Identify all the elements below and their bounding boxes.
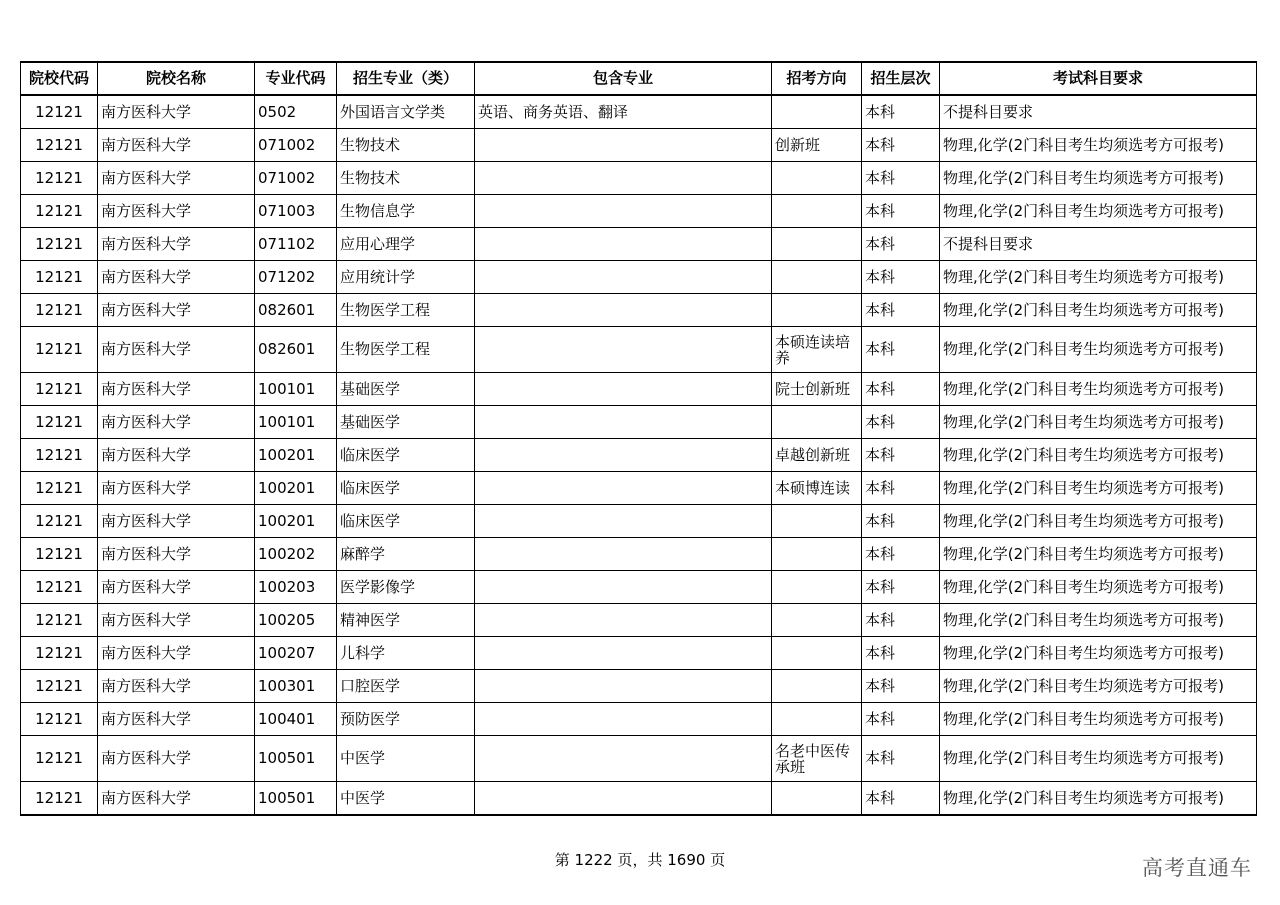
cell-included-majors xyxy=(475,228,772,261)
cell-direction xyxy=(772,228,862,261)
table-row xyxy=(21,439,1257,472)
cell-included-majors xyxy=(475,327,772,373)
cell-level: 本科 xyxy=(862,604,940,637)
cell-direction: 卓越创新班 xyxy=(772,439,862,472)
header-subject-requirement: 考试科目要求 xyxy=(940,62,1257,95)
cell-included-majors xyxy=(475,373,772,406)
cell-direction xyxy=(772,406,862,439)
cell-major-code: 071102 xyxy=(255,228,337,261)
table-row xyxy=(21,261,1257,294)
cell-level: 本科 xyxy=(862,670,940,703)
cell-school-name: 南方医科大学 xyxy=(98,472,255,505)
cell-major: 应用统计学 xyxy=(337,261,475,294)
cell-included-majors xyxy=(475,162,772,195)
cell-major-code: 100101 xyxy=(255,406,337,439)
cell-subject-requirement: 物理,化学(2门科目考生均须选考方可报考) xyxy=(940,637,1257,670)
cell-direction xyxy=(772,195,862,228)
cell-subject-requirement: 物理,化学(2门科目考生均须选考方可报考) xyxy=(940,162,1257,195)
cell-major-code: 100101 xyxy=(255,373,337,406)
cell-level: 本科 xyxy=(862,95,940,129)
cell-subject-requirement: 物理,化学(2门科目考生均须选考方可报考) xyxy=(940,505,1257,538)
cell-level: 本科 xyxy=(862,703,940,736)
cell-included-majors xyxy=(475,782,772,816)
cell-included-majors: 英语、商务英语、翻译 xyxy=(475,95,772,129)
cell-school-name: 南方医科大学 xyxy=(98,294,255,327)
cell-school-name: 南方医科大学 xyxy=(98,505,255,538)
cell-school-name: 南方医科大学 xyxy=(98,406,255,439)
cell-level: 本科 xyxy=(862,571,940,604)
cell-major-code: 100201 xyxy=(255,472,337,505)
cell-school-code: 12121 xyxy=(21,195,98,228)
table-row xyxy=(21,228,1257,261)
cell-subject-requirement: 物理,化学(2门科目考生均须选考方可报考) xyxy=(940,406,1257,439)
cell-major: 中医学 xyxy=(337,736,475,782)
cell-school-code: 12121 xyxy=(21,95,98,129)
header-included-majors: 包含专业 xyxy=(475,62,772,95)
cell-major-code: 071202 xyxy=(255,261,337,294)
cell-direction: 院士创新班 xyxy=(772,373,862,406)
cell-level: 本科 xyxy=(862,538,940,571)
cell-school-code: 12121 xyxy=(21,736,98,782)
table-row xyxy=(21,373,1257,406)
cell-major-code: 100401 xyxy=(255,703,337,736)
cell-included-majors xyxy=(475,703,772,736)
cell-included-majors xyxy=(475,439,772,472)
cell-direction xyxy=(772,782,862,816)
cell-included-majors xyxy=(475,406,772,439)
table-row xyxy=(21,637,1257,670)
cell-major-code: 100301 xyxy=(255,670,337,703)
cell-school-name: 南方医科大学 xyxy=(98,604,255,637)
cell-direction xyxy=(772,538,862,571)
cell-major: 基础医学 xyxy=(337,406,475,439)
cell-direction xyxy=(772,604,862,637)
cell-level: 本科 xyxy=(862,472,940,505)
table-row xyxy=(21,406,1257,439)
cell-major: 预防医学 xyxy=(337,703,475,736)
cell-school-code: 12121 xyxy=(21,373,98,406)
cell-major: 儿科学 xyxy=(337,637,475,670)
cell-major-code: 082601 xyxy=(255,327,337,373)
header-major: 招生专业（类） xyxy=(337,62,475,95)
cell-major-code: 100201 xyxy=(255,439,337,472)
cell-level: 本科 xyxy=(862,637,940,670)
table-body xyxy=(21,95,1257,815)
table-row xyxy=(21,505,1257,538)
cell-level: 本科 xyxy=(862,228,940,261)
cell-level: 本科 xyxy=(862,195,940,228)
cell-major-code: 071002 xyxy=(255,129,337,162)
header-school-code: 院校代码 xyxy=(21,62,98,95)
cell-level: 本科 xyxy=(862,261,940,294)
table-row xyxy=(21,538,1257,571)
cell-major: 生物技术 xyxy=(337,129,475,162)
cell-subject-requirement: 物理,化学(2门科目考生均须选考方可报考) xyxy=(940,327,1257,373)
cell-school-name: 南方医科大学 xyxy=(98,439,255,472)
cell-school-name: 南方医科大学 xyxy=(98,261,255,294)
cell-major-code: 071002 xyxy=(255,162,337,195)
cell-school-name: 南方医科大学 xyxy=(98,162,255,195)
cell-school-code: 12121 xyxy=(21,505,98,538)
cell-school-code: 12121 xyxy=(21,162,98,195)
cell-school-code: 12121 xyxy=(21,439,98,472)
cell-direction xyxy=(772,571,862,604)
header-major-code: 专业代码 xyxy=(255,62,337,95)
table-row xyxy=(21,736,1257,782)
cell-major-code: 100205 xyxy=(255,604,337,637)
cell-level: 本科 xyxy=(862,505,940,538)
cell-level: 本科 xyxy=(862,294,940,327)
cell-subject-requirement: 物理,化学(2门科目考生均须选考方可报考) xyxy=(940,439,1257,472)
cell-school-name: 南方医科大学 xyxy=(98,637,255,670)
cell-subject-requirement: 物理,化学(2门科目考生均须选考方可报考) xyxy=(940,294,1257,327)
cell-direction: 创新班 xyxy=(772,129,862,162)
cell-school-code: 12121 xyxy=(21,261,98,294)
cell-subject-requirement: 物理,化学(2门科目考生均须选考方可报考) xyxy=(940,538,1257,571)
cell-included-majors xyxy=(475,670,772,703)
cell-direction xyxy=(772,637,862,670)
cell-direction xyxy=(772,670,862,703)
cell-direction xyxy=(772,95,862,129)
cell-school-code: 12121 xyxy=(21,670,98,703)
cell-direction xyxy=(772,261,862,294)
cell-level: 本科 xyxy=(862,373,940,406)
cell-school-code: 12121 xyxy=(21,406,98,439)
cell-subject-requirement: 物理,化学(2门科目考生均须选考方可报考) xyxy=(940,604,1257,637)
cell-major-code: 0502 xyxy=(255,95,337,129)
cell-major-code: 100207 xyxy=(255,637,337,670)
cell-direction xyxy=(772,703,862,736)
cell-school-code: 12121 xyxy=(21,228,98,261)
cell-major: 临床医学 xyxy=(337,505,475,538)
cell-school-code: 12121 xyxy=(21,129,98,162)
cell-major-code: 071003 xyxy=(255,195,337,228)
header-direction: 招考方向 xyxy=(772,62,862,95)
table-row xyxy=(21,162,1257,195)
cell-school-name: 南方医科大学 xyxy=(98,373,255,406)
cell-school-code: 12121 xyxy=(21,571,98,604)
cell-major: 基础医学 xyxy=(337,373,475,406)
cell-included-majors xyxy=(475,505,772,538)
cell-school-code: 12121 xyxy=(21,604,98,637)
cell-included-majors xyxy=(475,538,772,571)
cell-included-majors xyxy=(475,736,772,782)
cell-subject-requirement: 物理,化学(2门科目考生均须选考方可报考) xyxy=(940,703,1257,736)
cell-school-name: 南方医科大学 xyxy=(98,129,255,162)
table-row xyxy=(21,782,1257,816)
cell-school-name: 南方医科大学 xyxy=(98,195,255,228)
header-row xyxy=(21,62,1257,95)
cell-school-code: 12121 xyxy=(21,703,98,736)
cell-subject-requirement: 物理,化学(2门科目考生均须选考方可报考) xyxy=(940,736,1257,782)
table-row xyxy=(21,472,1257,505)
table-row xyxy=(21,703,1257,736)
cell-major: 中医学 xyxy=(337,782,475,816)
cell-included-majors xyxy=(475,604,772,637)
cell-major: 生物技术 xyxy=(337,162,475,195)
cell-direction: 本硕连读培养 xyxy=(772,327,862,373)
cell-major-code: 082601 xyxy=(255,294,337,327)
cell-school-name: 南方医科大学 xyxy=(98,571,255,604)
cell-school-name: 南方医科大学 xyxy=(98,670,255,703)
table-row xyxy=(21,670,1257,703)
cell-school-name: 南方医科大学 xyxy=(98,228,255,261)
watermark: 高考直通车 xyxy=(1142,856,1252,880)
cell-included-majors xyxy=(475,637,772,670)
admissions-table xyxy=(20,61,1257,816)
cell-school-code: 12121 xyxy=(21,472,98,505)
cell-subject-requirement: 物理,化学(2门科目考生均须选考方可报考) xyxy=(940,129,1257,162)
cell-school-code: 12121 xyxy=(21,294,98,327)
cell-subject-requirement: 物理,化学(2门科目考生均须选考方可报考) xyxy=(940,195,1257,228)
cell-level: 本科 xyxy=(862,782,940,816)
cell-school-name: 南方医科大学 xyxy=(98,95,255,129)
cell-level: 本科 xyxy=(862,327,940,373)
cell-major: 生物医学工程 xyxy=(337,327,475,373)
cell-level: 本科 xyxy=(862,406,940,439)
cell-subject-requirement: 物理,化学(2门科目考生均须选考方可报考) xyxy=(940,571,1257,604)
cell-subject-requirement: 物理,化学(2门科目考生均须选考方可报考) xyxy=(940,472,1257,505)
cell-level: 本科 xyxy=(862,129,940,162)
cell-included-majors xyxy=(475,472,772,505)
cell-subject-requirement: 物理,化学(2门科目考生均须选考方可报考) xyxy=(940,670,1257,703)
cell-direction xyxy=(772,162,862,195)
table-row xyxy=(21,294,1257,327)
cell-subject-requirement: 物理,化学(2门科目考生均须选考方可报考) xyxy=(940,261,1257,294)
table-row xyxy=(21,327,1257,373)
cell-major: 生物信息学 xyxy=(337,195,475,228)
cell-school-code: 12121 xyxy=(21,538,98,571)
cell-major: 麻醉学 xyxy=(337,538,475,571)
table-row xyxy=(21,604,1257,637)
cell-school-name: 南方医科大学 xyxy=(98,736,255,782)
cell-major-code: 100501 xyxy=(255,782,337,816)
cell-subject-requirement: 物理,化学(2门科目考生均须选考方可报考) xyxy=(940,782,1257,816)
cell-school-code: 12121 xyxy=(21,637,98,670)
cell-level: 本科 xyxy=(862,439,940,472)
cell-level: 本科 xyxy=(862,736,940,782)
table-row xyxy=(21,571,1257,604)
cell-school-code: 12121 xyxy=(21,327,98,373)
cell-direction xyxy=(772,294,862,327)
cell-subject-requirement: 不提科目要求 xyxy=(940,95,1257,129)
cell-included-majors xyxy=(475,195,772,228)
cell-major: 应用心理学 xyxy=(337,228,475,261)
cell-included-majors xyxy=(475,571,772,604)
table-row xyxy=(21,95,1257,129)
cell-school-name: 南方医科大学 xyxy=(98,538,255,571)
table-row xyxy=(21,129,1257,162)
cell-major-code: 100501 xyxy=(255,736,337,782)
cell-school-name: 南方医科大学 xyxy=(98,782,255,816)
cell-major: 临床医学 xyxy=(337,472,475,505)
cell-major: 口腔医学 xyxy=(337,670,475,703)
table-row xyxy=(21,195,1257,228)
cell-level: 本科 xyxy=(862,162,940,195)
cell-subject-requirement: 不提科目要求 xyxy=(940,228,1257,261)
cell-school-code: 12121 xyxy=(21,782,98,816)
cell-direction xyxy=(772,505,862,538)
cell-direction: 名老中医传承班 xyxy=(772,736,862,782)
cell-school-name: 南方医科大学 xyxy=(98,703,255,736)
cell-included-majors xyxy=(475,261,772,294)
cell-included-majors xyxy=(475,294,772,327)
cell-major-code: 100202 xyxy=(255,538,337,571)
cell-included-majors xyxy=(475,129,772,162)
cell-major: 外国语言文学类 xyxy=(337,95,475,129)
cell-major-code: 100203 xyxy=(255,571,337,604)
page-number: 第 1222 页，共 1690 页 xyxy=(554,851,726,869)
cell-subject-requirement: 物理,化学(2门科目考生均须选考方可报考) xyxy=(940,373,1257,406)
cell-major: 医学影像学 xyxy=(337,571,475,604)
header-level: 招生层次 xyxy=(862,62,940,95)
cell-major: 临床医学 xyxy=(337,439,475,472)
cell-school-name: 南方医科大学 xyxy=(98,327,255,373)
header-school-name: 院校名称 xyxy=(98,62,255,95)
cell-major: 精神医学 xyxy=(337,604,475,637)
cell-major: 生物医学工程 xyxy=(337,294,475,327)
cell-major-code: 100201 xyxy=(255,505,337,538)
cell-direction: 本硕博连读 xyxy=(772,472,862,505)
